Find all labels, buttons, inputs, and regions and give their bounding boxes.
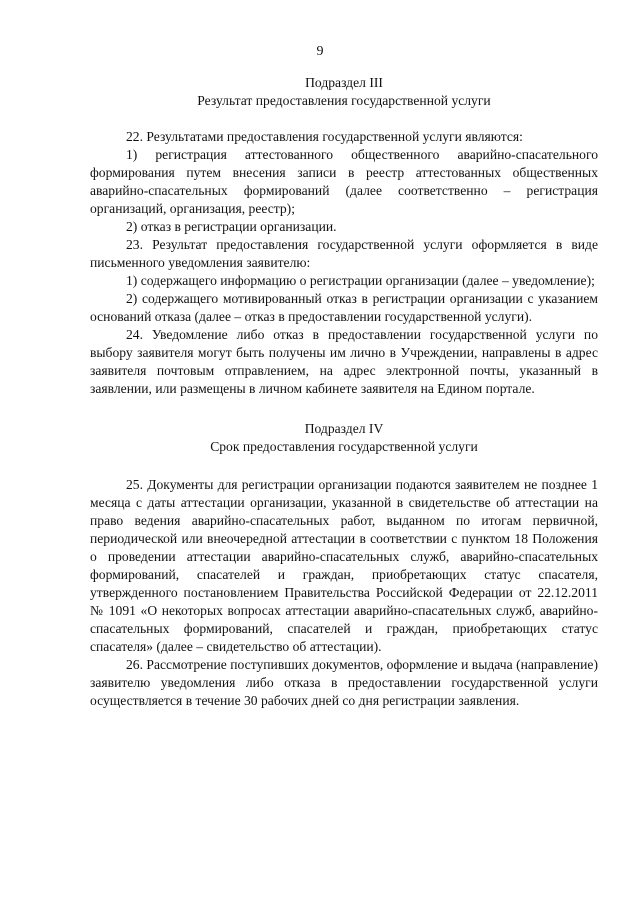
subsection-title: Срок предоставления государственной услуги — [210, 439, 478, 454]
paragraph-25: 25. Документы для регистрации организации подаются заявителем не позднее 1 месяца с даты аттестации организации, указанной в свидетельстве об аттестации на право ведения аварийно-спасательных работ, выданном по итогам первичной, периодической или внеочередной аттестации в соответствии с пунктом 18 Положения о проведении аттестации аварийно-спасательных служб, аварийно-спасательных формирований, спасателей и граждан, приобретающих статус спасателя, утвержденного постановлением Правительства Российской Федерации от 22.12.2011 № 1091 «О некоторых вопросах аттестации аварийно-спасательных служб, аварийно-спасательных формирований, спасателей и граждан, приобретающих статус спасателя» (далее – свидетельство об аттестации). — [90, 477, 598, 654]
paragraph-22-item-2: 2) отказ в регистрации организации. — [126, 219, 337, 234]
paragraph-24: 24. Уведомление либо отказ в предоставлении государственной услуги по выбору заявителя могут быть получены им лично в Учреждении, направлены в адрес заявителя почтовым отправлением, на адрес электронной почты, указанный в заявлении, или размещены в личном кабинете заявителя на Едином портале. — [90, 327, 598, 396]
document-body — [90, 74, 598, 710]
page-number: 9 — [316, 44, 324, 59]
subsection-title: Результат предоставления государственной услуги — [197, 93, 491, 108]
paragraph-22-item-1: 1) регистрация аттестованного общественного аварийно-спасательного формирования путем внесения записи в реестр аттестованных общественных аварийно-спасательных формирований (далее соответственно – регистрация организаций, организация, реестр); — [90, 147, 598, 216]
paragraph-23-item-1: 1) содержащего информацию о регистрации организации (далее – уведомление); — [126, 273, 595, 288]
paragraph-23: 23. Результат предоставления государственной услуги оформляется в виде письменного уведомления заявителю: — [90, 237, 598, 270]
section-heading-iii — [90, 74, 598, 110]
subsection-label: Подраздел IV — [304, 421, 384, 436]
subsection-label: Подраздел III — [305, 75, 383, 90]
paragraph-22: 22. Результатами предоставления государственной услуги являются: — [126, 129, 523, 144]
paragraph-26: 26. Рассмотрение поступивших документов, оформление и выдача (направление) заявителю уведомления либо отказа в предоставлении государственной услуги осуществляется в течение 30 рабочих дней со дня регистрации заявления. — [90, 657, 598, 708]
section-heading-iv — [90, 420, 598, 456]
paragraph-23-item-2: 2) содержащего мотивированный отказ в регистрации организации с указанием оснований отказа (далее – отказ в предоставлении государственной услуги). — [90, 291, 598, 324]
